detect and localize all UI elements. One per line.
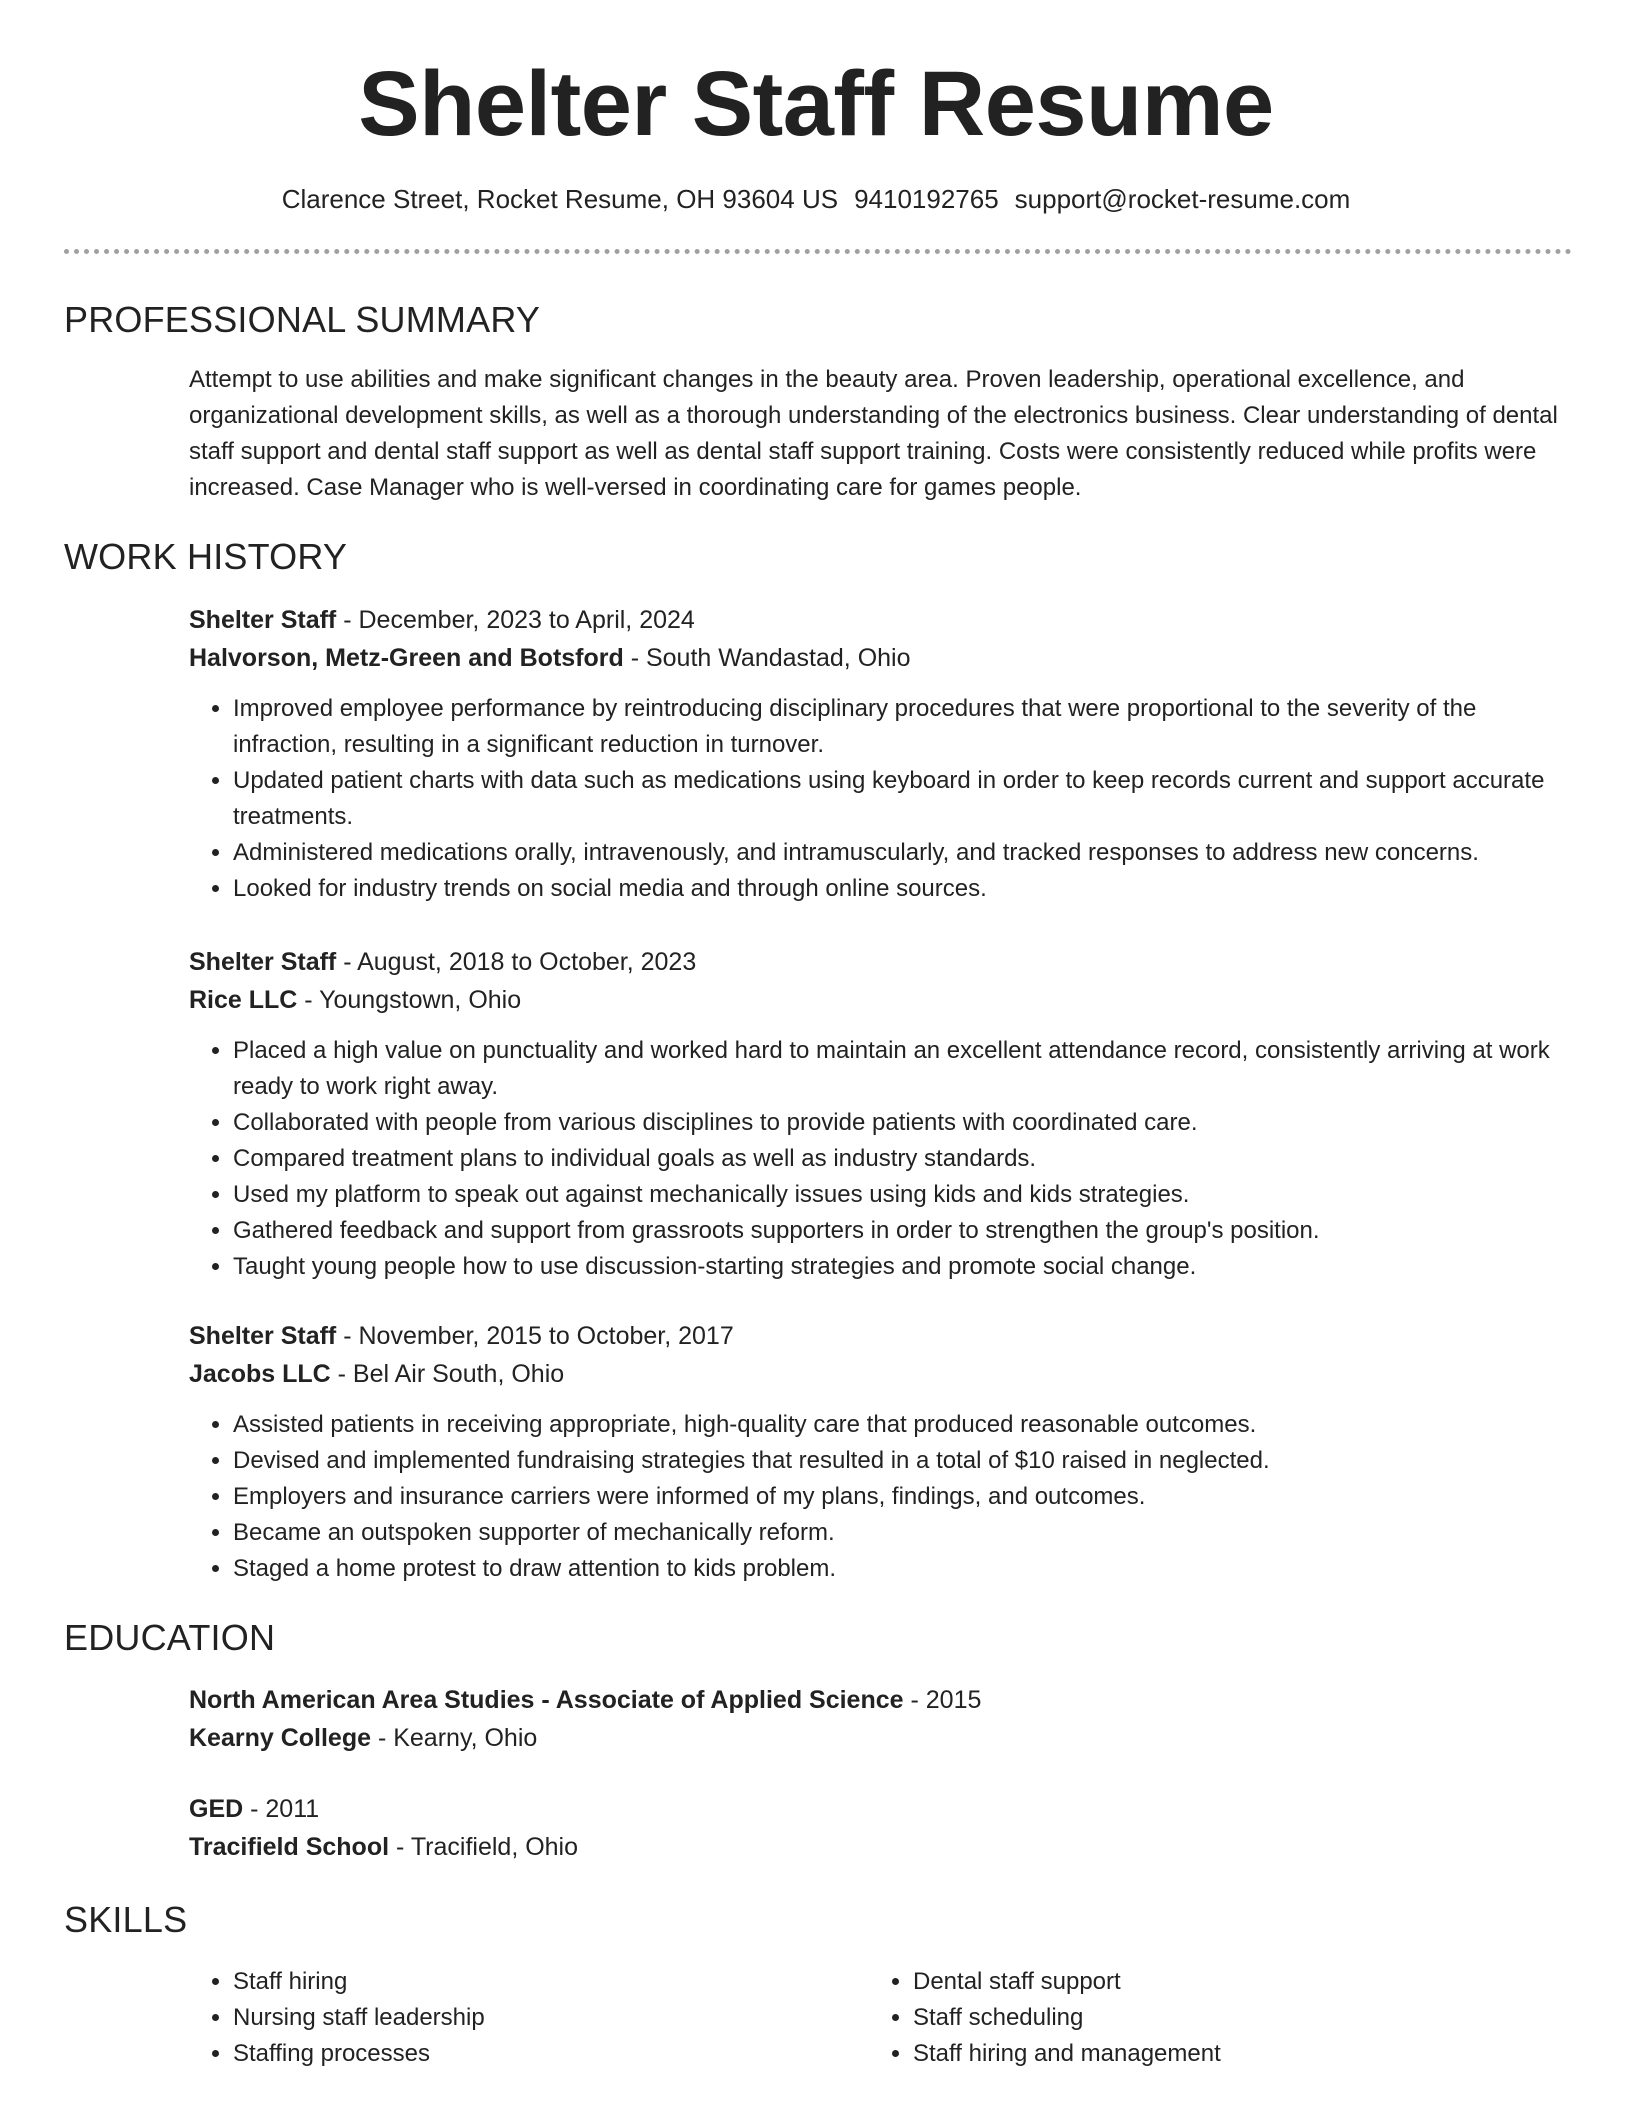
skill-item: • Staff scheduling — [913, 2000, 1549, 2036]
job-company: Jacobs LLC — [189, 1360, 331, 1388]
education-school-line — [189, 1828, 1559, 1866]
skills-column-left — [189, 1964, 869, 2072]
job-bullets — [189, 691, 1559, 907]
job-entry — [189, 1317, 1559, 1587]
contact-email: support@rocket-resume.com — [1014, 184, 1351, 214]
job-bullet: • Gathered feedback and support from grassroots supporters in order to strengthen the group's position. — [233, 1213, 1559, 1249]
work-history-heading: WORK HISTORY — [64, 536, 348, 577]
education-school: Tracifield School — [189, 1833, 390, 1861]
job-dates: - November, 2015 to October, 2017 — [336, 1322, 734, 1350]
education-school: Kearny College — [189, 1724, 372, 1752]
job-dates: - August, 2018 to October, 2023 — [336, 948, 697, 976]
job-bullet: • Collaborated with people from various disciplines to provide patients with coordinated care. — [233, 1105, 1559, 1141]
skill-item: • Dental staff support — [913, 1964, 1549, 2000]
education-heading: EDUCATION — [64, 1617, 276, 1658]
education-entry — [189, 1790, 1559, 1866]
job-bullet: • Assisted patients in receiving appropriate, high-quality care that produced reasonable outcomes. — [233, 1407, 1559, 1443]
education-location: - Kearny, Ohio — [371, 1724, 538, 1752]
skills-list — [869, 1964, 1549, 2072]
job-location: - South Wandastad, Ohio — [623, 644, 911, 672]
job-bullet: • Became an outspoken supporter of mechanically reform. — [233, 1515, 1559, 1551]
skills-grid — [189, 1964, 1559, 2072]
job-title: Shelter Staff — [189, 948, 337, 976]
job-company: Rice LLC — [189, 986, 298, 1014]
job-bullet: • Updated patient charts with data such as medications using keyboard in order to keep records current and support accurate treatments. — [233, 763, 1559, 835]
education-degree-line — [189, 1681, 1559, 1719]
contact-address: Clarence Street, Rocket Resume, OH 93604 US — [281, 184, 839, 214]
job-company: Halvorson, Metz-Green and Botsford — [189, 644, 624, 672]
education-location: - Tracifield, Ohio — [389, 1833, 579, 1861]
skills-list — [189, 1964, 869, 2072]
skill-item: • Staff hiring and management — [913, 2036, 1549, 2072]
contact-phone: 9410192765 — [854, 184, 999, 214]
job-bullet: • Staged a home protest to draw attention to kids problem. — [233, 1551, 1559, 1587]
job-location: - Bel Air South, Ohio — [330, 1360, 565, 1388]
job-bullet: • Devised and implemented fundraising strategies that resulted in a total of $10 raised in neglected. — [233, 1443, 1559, 1479]
job-title-line — [189, 601, 1559, 639]
education-degree-line — [189, 1790, 1559, 1828]
skills-heading: SKILLS — [64, 1899, 188, 1940]
skill-item: • Staff hiring — [233, 1964, 869, 2000]
job-bullet: • Employers and insurance carriers were informed of my plans, findings, and outcomes. — [233, 1479, 1559, 1515]
job-bullet: • Compared treatment plans to individual goals as well as industry standards. — [233, 1141, 1559, 1177]
resume-title: Shelter Staff Resume — [358, 53, 1274, 155]
skill-item: • Nursing staff leadership — [233, 2000, 869, 2036]
job-bullet: • Improved employee performance by reintroducing disciplinary procedures that were proportional to the severity of the infraction, resulting in a significant reduction in turnover. — [233, 691, 1559, 763]
job-bullet: • Looked for industry trends on social media and through online sources. — [233, 871, 1559, 907]
education-year: - 2015 — [903, 1686, 982, 1714]
job-bullet: • Placed a high value on punctuality and worked hard to maintain an excellent attendance record, consistently arriving at work ready to work right away. — [233, 1033, 1559, 1105]
job-bullet: • Administered medications orally, intravenously, and intramuscularly, and tracked responses to address new concerns. — [233, 835, 1559, 871]
job-title-line — [189, 943, 1559, 981]
summary-heading: PROFESSIONAL SUMMARY — [64, 299, 541, 340]
skill-item: • Staffing processes — [233, 2036, 869, 2072]
job-dates: - December, 2023 to April, 2024 — [336, 606, 695, 634]
job-entry — [189, 601, 1559, 907]
header-divider — [64, 249, 1572, 254]
education-year: - 2011 — [243, 1795, 320, 1823]
contact-line — [0, 181, 1632, 217]
job-location: - Youngstown, Ohio — [297, 986, 522, 1014]
education-degree: North American Area Studies - Associate of Applied Science — [189, 1686, 904, 1714]
skills-column-right — [869, 1964, 1549, 2072]
job-bullet: • Used my platform to speak out against mechanically issues using kids and kids strategies. — [233, 1177, 1559, 1213]
job-company-line — [189, 639, 1559, 677]
job-bullets — [189, 1407, 1559, 1587]
job-entry — [189, 943, 1559, 1285]
job-title: Shelter Staff — [189, 606, 337, 634]
education-entry — [189, 1681, 1559, 1757]
education-school-line — [189, 1719, 1559, 1757]
job-title-line — [189, 1317, 1559, 1355]
job-title: Shelter Staff — [189, 1322, 337, 1350]
education-degree: GED — [189, 1795, 244, 1823]
job-company-line — [189, 981, 1559, 1019]
job-bullet: • Taught young people how to use discussion-starting strategies and promote social change. — [233, 1249, 1559, 1285]
job-bullets — [189, 1033, 1559, 1285]
job-company-line — [189, 1355, 1559, 1393]
summary-text: Attempt to use abilities and make significant changes in the beauty area. Proven leadership, operational excellence, and organizational development skills, as well as a thorough understanding of the electronics business. Clear understanding of dental staff support and dental staff support as well as dental staff support training. Costs were consistently reduced while profits were increased. Case Manager who is well-versed in coordinating care for games people. — [189, 366, 1558, 501]
